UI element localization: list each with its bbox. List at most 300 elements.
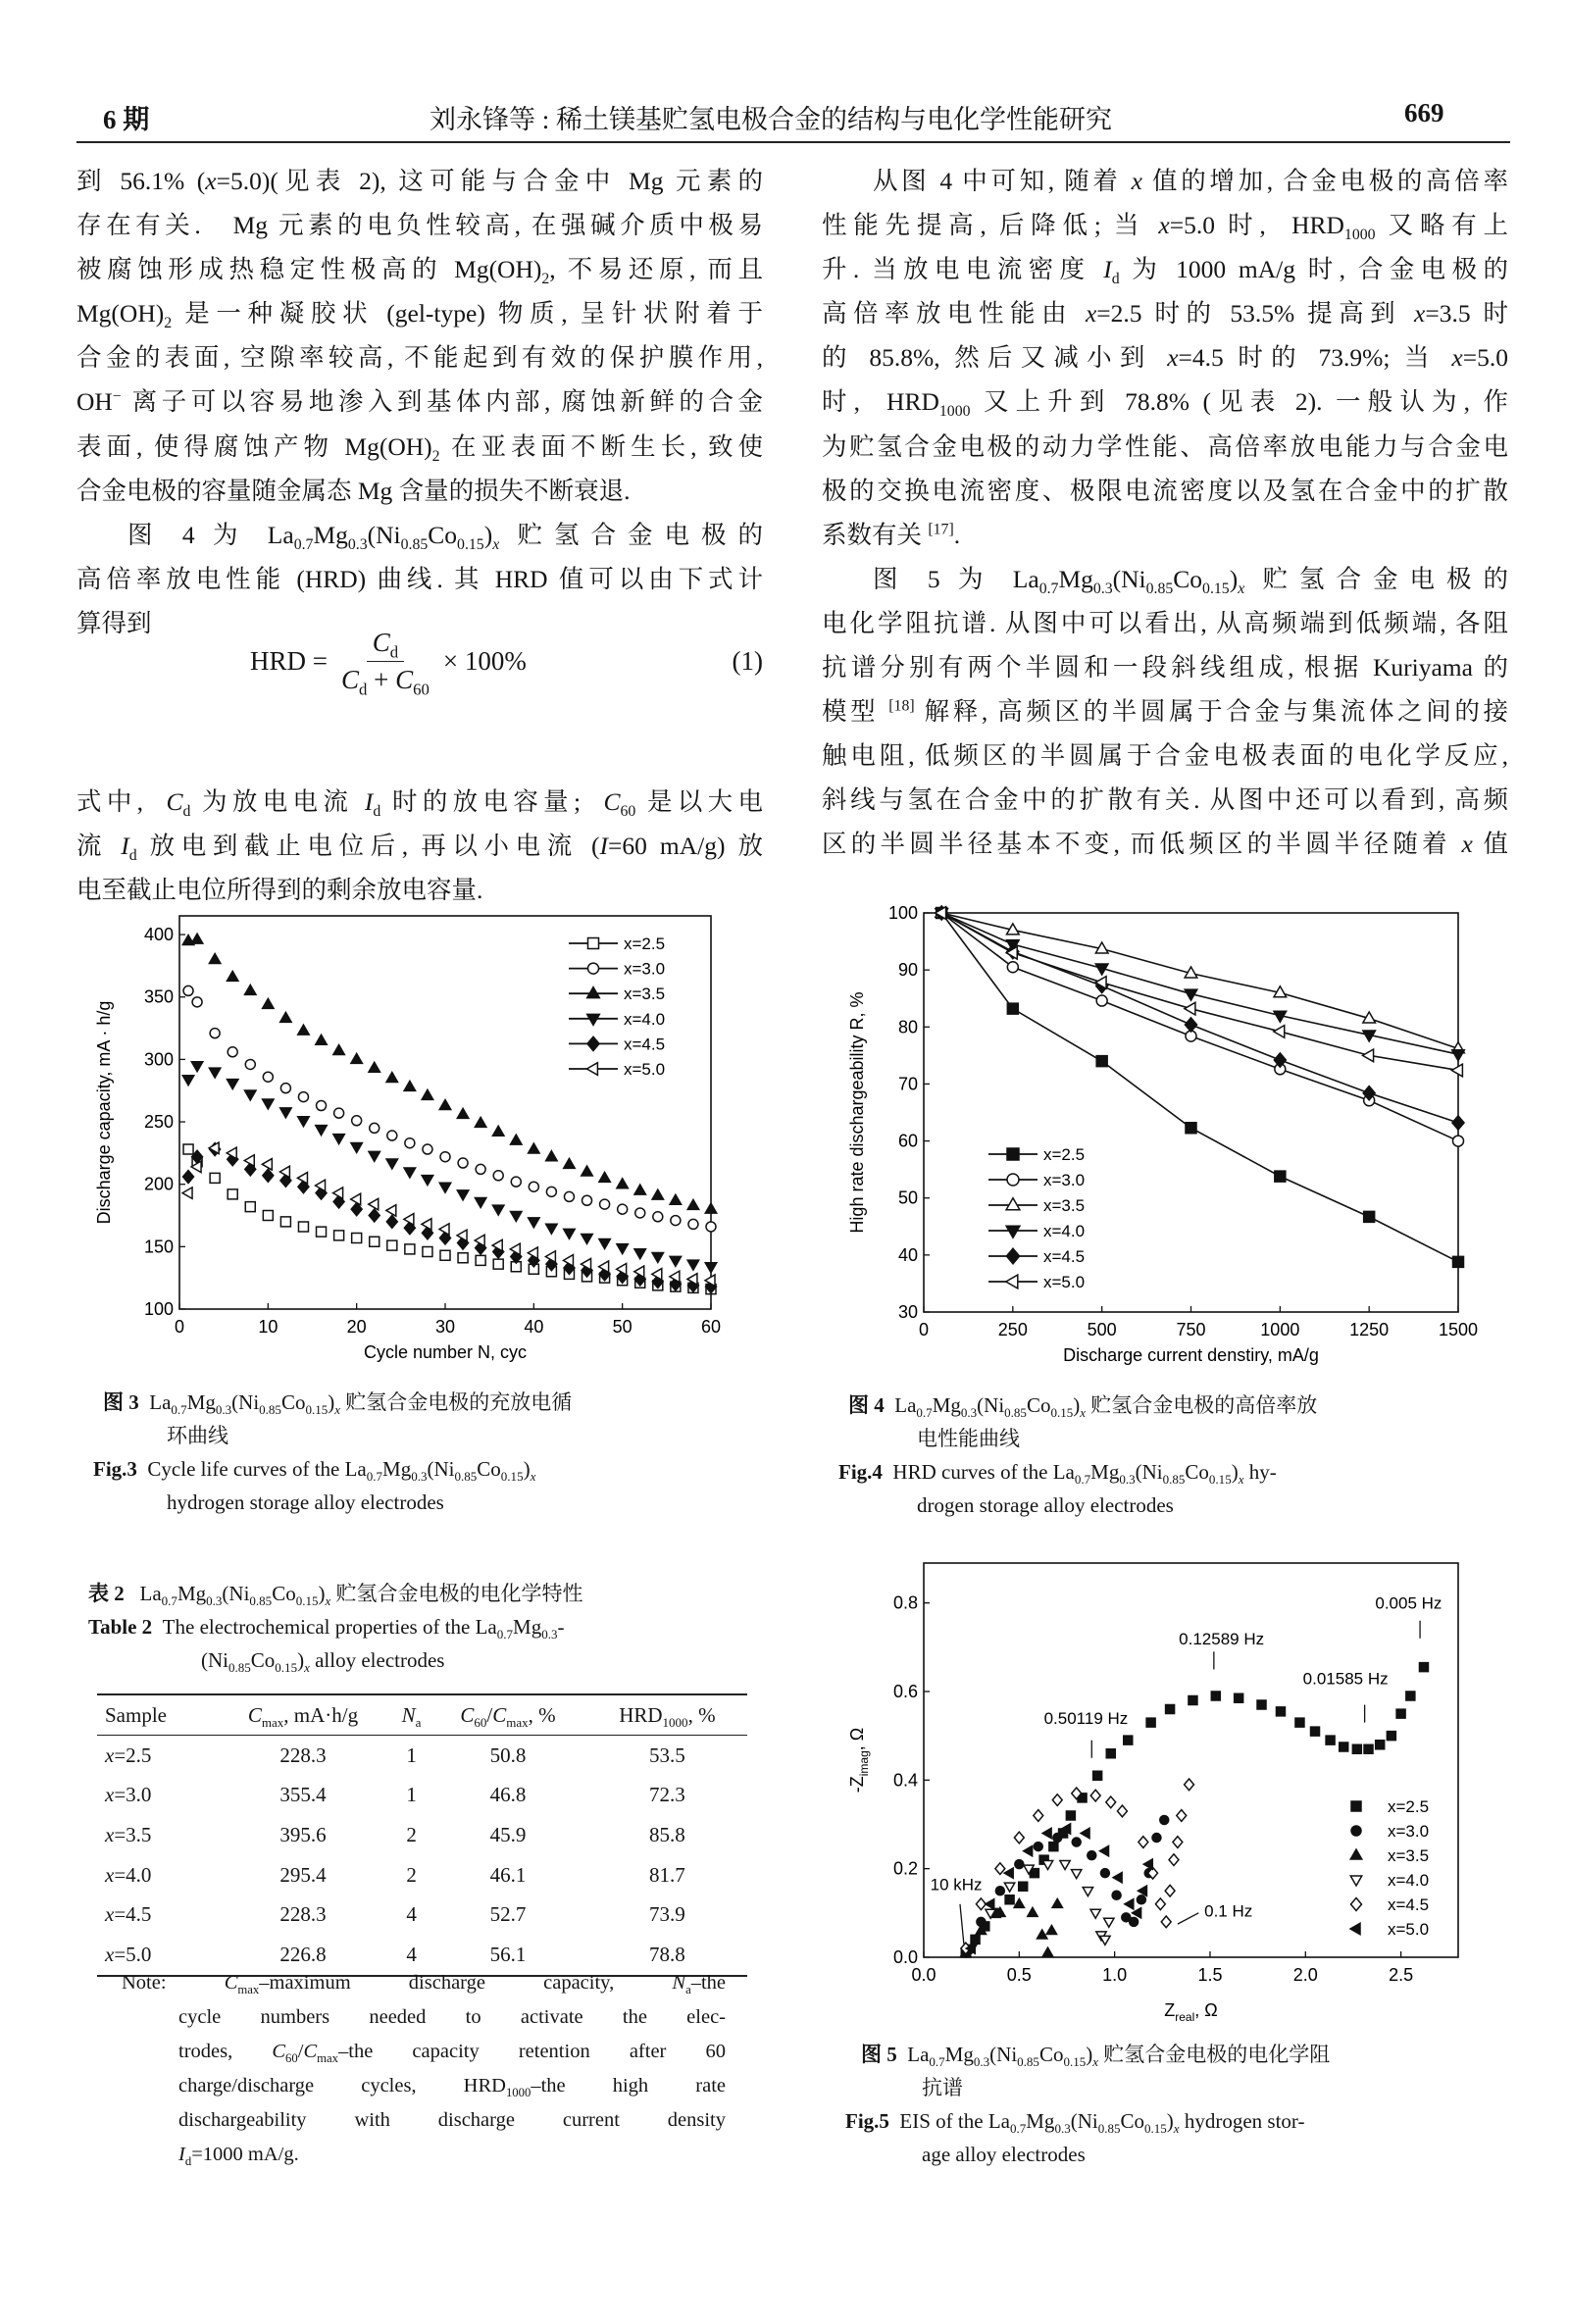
data-point	[263, 1099, 275, 1109]
data-point	[262, 1159, 272, 1171]
data-point	[1113, 1873, 1122, 1883]
x-tick-label: 50	[612, 1317, 633, 1337]
text-line: 合金的表面, 空隙率较高, 不能起到有效的保护膜作用,	[76, 343, 763, 373]
frequency-annotation: 0.01585 Hz	[1302, 1669, 1389, 1689]
text-line: 图 4 为 $La_{0.7}Mg_{0.3}(Ni_{0.85}Co_{0.15})_x$ 贮氢合金电极的	[127, 520, 763, 553]
data-point	[1019, 1882, 1028, 1891]
data-point	[245, 1059, 255, 1069]
table-cell: x=5.0	[105, 1942, 152, 1966]
data-point	[280, 1217, 290, 1227]
data-point	[688, 1219, 698, 1229]
data-point	[317, 1100, 327, 1110]
legend-label: x=2.5	[624, 935, 666, 953]
table-cell: x=3.5	[105, 1822, 152, 1846]
data-point	[280, 1108, 292, 1118]
data-point	[1100, 1869, 1109, 1878]
data-point	[1130, 1917, 1139, 1926]
data-point	[370, 1123, 380, 1133]
data-point	[1166, 1705, 1175, 1714]
data-point	[192, 997, 202, 1007]
data-point	[1185, 1018, 1196, 1032]
data-point	[1014, 1832, 1024, 1844]
table-row	[97, 1815, 747, 1855]
y-tick-label: 0.4	[892, 1770, 918, 1791]
data-point	[369, 1151, 380, 1161]
data-point	[1096, 1056, 1107, 1067]
y-tick-label: 70	[897, 1074, 918, 1094]
x-tick-label: 500	[1087, 1320, 1117, 1339]
data-point	[1004, 1883, 1014, 1892]
data-point	[1363, 1049, 1374, 1062]
data-point	[280, 1084, 290, 1093]
legend-label: x=2.5	[1388, 1797, 1430, 1816]
data-point	[191, 1062, 203, 1072]
data-point	[1004, 1868, 1013, 1878]
data-point	[369, 1062, 380, 1072]
table-cell: 72.3	[649, 1783, 685, 1807]
legend-marker	[586, 1063, 597, 1076]
data-point	[705, 1203, 717, 1213]
table-cell: 81.7	[649, 1862, 685, 1887]
formula-rhs: × 100%	[442, 646, 527, 676]
legend-label: x=5.0	[1388, 1920, 1430, 1939]
data-point	[1165, 1885, 1175, 1896]
legend-marker	[1006, 1198, 1020, 1210]
y-tick-label: 90	[897, 960, 918, 981]
data-point	[457, 1190, 469, 1200]
data-point	[986, 1899, 994, 1909]
data-point	[546, 1151, 558, 1161]
running-title: 刘永锋等 : 稀土镁基贮氢电极合金的结构与电化学性能研究	[430, 105, 1113, 134]
y-tick-label: 0.0	[892, 1947, 918, 1967]
data-point	[617, 1244, 629, 1254]
data-point	[386, 1215, 397, 1228]
data-point	[564, 1191, 574, 1201]
data-point	[228, 1189, 237, 1199]
page-number: 669	[1404, 98, 1444, 127]
x-tick-label: 2.0	[1292, 1965, 1318, 1985]
text-line: 电化学阻抗谱. 从图中可以看出, 从高频端到低频端, 各阻	[822, 608, 1508, 637]
table-cell: 1	[406, 1783, 417, 1807]
table-cell: x=2.5	[105, 1743, 152, 1767]
table-header-cell: Sample	[97, 1694, 212, 1736]
data-point	[600, 1199, 610, 1209]
table-cell: 53.5	[649, 1743, 685, 1767]
y-tick-label: 0.2	[892, 1858, 918, 1879]
data-point	[1038, 1930, 1047, 1939]
data-point	[1007, 962, 1018, 973]
data-point	[298, 1025, 310, 1035]
data-point	[191, 934, 203, 943]
data-point	[1177, 1810, 1187, 1822]
note-line: dischargeability with discharge current density	[178, 2109, 726, 2131]
data-point	[1138, 1886, 1146, 1895]
data-point	[1364, 1744, 1373, 1753]
table-cell: x=4.0	[105, 1862, 152, 1887]
data-point	[1083, 1888, 1092, 1896]
table-2-note	[122, 1966, 726, 2172]
legend-label: x=3.5	[1043, 1196, 1086, 1215]
y-tick-label: 100	[143, 1299, 174, 1319]
frequency-annotation: 0.005 Hz	[1375, 1593, 1442, 1613]
table-cell: 295.4	[279, 1862, 327, 1887]
legend-marker	[1006, 1226, 1020, 1238]
text-line: 合金电极的容量随金属态 Mg 含量的损失不断衰退.	[76, 476, 631, 505]
series-line-x=3.0	[941, 913, 1458, 1141]
fig4-cn-label: 图 4	[848, 1393, 885, 1417]
x-tick-label: 60	[700, 1317, 722, 1337]
data-point	[1052, 1898, 1062, 1907]
fig4-cn-text: $La_{0.7}Mg_{0.3}(Ni_{0.85}Co_{0.15})_x$ 贮氢合金电极的高倍率放	[894, 1393, 1318, 1421]
table-cell: 395.6	[279, 1822, 327, 1846]
data-point	[440, 1250, 450, 1260]
data-point	[546, 1187, 556, 1196]
table-cell: 46.1	[489, 1862, 527, 1887]
table-cell: 78.8	[649, 1942, 685, 1966]
data-point	[1034, 1843, 1042, 1851]
table-cell: x=4.5	[105, 1902, 152, 1927]
data-point	[1311, 1727, 1320, 1736]
data-point	[1034, 1810, 1043, 1822]
data-point	[1053, 1834, 1062, 1843]
legend-marker	[1350, 1923, 1360, 1935]
data-point	[670, 1256, 682, 1266]
data-point	[1185, 1002, 1195, 1015]
text-line: 式中, $C_d$ 为放电电流 $I_d$ 时的放电容量; $C_{60}$ 是以大电	[76, 787, 763, 821]
legend-marker	[1350, 1876, 1362, 1886]
table-header-cell: $HRD_{1000}$, %	[587, 1694, 747, 1736]
data-point	[706, 1222, 716, 1232]
data-point	[599, 1239, 611, 1249]
legend-label: x=3.5	[1388, 1846, 1430, 1865]
legend-marker	[588, 938, 599, 949]
data-point	[1326, 1736, 1335, 1744]
data-point	[1072, 1838, 1081, 1846]
fig3-en-text-2: hydrogen storage alloy electrodes	[167, 1490, 444, 1514]
text-line: 图 5 为 $La_{0.7}Mg_{0.3}(Ni_{0.85}Co_{0.15})_x$ 贮氢合金电极的	[873, 564, 1508, 597]
fig5-en-text: EIS of the $La_{0.7}Mg_{0.3}(Ni_{0.85}Co_{0.15})_x$ hydrogen stor-	[899, 2109, 1305, 2137]
data-point	[422, 1176, 433, 1186]
fig3-en-label: Fig.3	[93, 1457, 137, 1481]
table-2-caption	[88, 1577, 755, 1677]
legend-marker	[1007, 1148, 1019, 1160]
data-point	[492, 1205, 504, 1215]
table-cell: 228.3	[279, 1743, 327, 1767]
legend-label: x=3.5	[624, 985, 666, 1004]
legend-label: x=5.0	[1043, 1273, 1086, 1291]
data-point	[1143, 1859, 1152, 1869]
annotation-arrow	[1178, 1913, 1198, 1924]
data-point	[1364, 1211, 1375, 1222]
data-point	[1112, 1891, 1121, 1899]
table-2	[97, 1693, 747, 1977]
data-point	[652, 1189, 664, 1199]
data-point	[352, 1233, 362, 1242]
x-axis-label: Discharge current denstiry, mA/g	[1063, 1345, 1319, 1365]
data-point	[475, 1117, 486, 1127]
data-point	[423, 1144, 432, 1154]
data-point	[404, 1168, 416, 1178]
data-point	[333, 1135, 345, 1144]
data-point	[1104, 1918, 1114, 1927]
data-point	[1049, 1843, 1058, 1851]
note-line: $I_d=1000$ mA/g.	[178, 2144, 299, 2169]
data-point	[529, 1218, 540, 1228]
legend-marker	[587, 1036, 599, 1050]
data-point	[183, 985, 193, 995]
fig4-en-text: HRD curves of the $La_{0.7}Mg_{0.3}(Ni_{0.85}Co_{0.15})_x$ hy-	[892, 1460, 1277, 1488]
data-point	[352, 1116, 362, 1126]
table-cell: 56.1	[489, 1942, 527, 1966]
fig4-cn-text-2: 电性能曲线	[917, 1427, 1020, 1450]
text-line: 高倍率放电性能 (HRD) 曲线. 其 HRD 值可以由下式计	[76, 564, 763, 593]
data-point	[333, 1044, 345, 1054]
data-point	[458, 1158, 468, 1168]
data-point	[564, 1229, 576, 1238]
text-line: $Mg(OH)_2$ 是一种凝胶状 (gel-type) 物质, 呈针状附着于	[76, 299, 763, 332]
data-point	[209, 954, 221, 964]
data-point	[582, 1195, 592, 1205]
table-row	[97, 1776, 747, 1816]
text-line: 从图 4 中可知, 随着 x 值的增加, 合金电极的高倍率	[873, 167, 1508, 195]
data-point	[1028, 1907, 1038, 1916]
frequency-annotation: 0.12589 Hz	[1179, 1629, 1265, 1648]
data-point	[670, 1194, 682, 1204]
y-tick-label: 400	[143, 925, 174, 945]
y-tick-label: 50	[897, 1187, 918, 1208]
data-point	[671, 1216, 681, 1226]
y-axis-label: Discharge capacity, mA · h/g	[94, 1000, 114, 1225]
data-point	[1257, 1700, 1266, 1709]
data-point	[351, 1053, 363, 1063]
legend-label: x=3.0	[1043, 1171, 1086, 1189]
table-cell: 50.8	[489, 1743, 527, 1767]
x-tick-label: 250	[997, 1320, 1028, 1339]
data-point	[582, 1234, 593, 1243]
data-point	[476, 1164, 485, 1174]
data-point	[1100, 1845, 1109, 1855]
data-point	[1235, 1693, 1243, 1702]
data-point	[351, 1143, 363, 1153]
data-point	[439, 1099, 451, 1109]
note-line: Note: $C_{max}$–maximum discharge capacity, $N_a$–the	[122, 1972, 726, 1997]
legend-marker	[1007, 1174, 1019, 1186]
text-line: 电至截止电位所得到的剩余放电容量.	[76, 876, 483, 905]
data-point	[457, 1108, 469, 1118]
fig4-en-text-2: drogen storage alloy electrodes	[917, 1493, 1174, 1517]
x-tick-label: 0.0	[911, 1965, 936, 1985]
figure-5-caption	[845, 2038, 1508, 2171]
data-point	[209, 1068, 221, 1078]
table2-en-label: Table 2	[88, 1615, 153, 1639]
text-line: 抗谱分别有两个半圆和一段斜线组成, 根据 Kuriyama 的	[822, 653, 1508, 682]
data-point	[995, 1887, 1004, 1895]
data-point	[1007, 1003, 1018, 1014]
x-tick-label: 1000	[1260, 1320, 1300, 1339]
text-line: 斜线与氢在合金中的扩散有关. 从图中还可以看到, 高频	[822, 785, 1508, 815]
data-point	[316, 1035, 328, 1044]
fig3-cn-label: 图 3	[103, 1390, 139, 1414]
data-point	[1452, 1116, 1464, 1130]
data-point	[423, 1246, 432, 1256]
data-point	[263, 998, 275, 1008]
table2-en-text: The electrochemical properties of the $La_{0.7}Mg_{0.3}-$	[162, 1615, 565, 1642]
text-line: 表面, 使得腐蚀产物 $Mg(OH)_2$ 在亚表面不断生长, 致使	[76, 431, 763, 465]
y-axis-label: High rate dischargeability R, %	[847, 991, 867, 1234]
data-point	[529, 1182, 538, 1191]
table-cell: 1	[406, 1743, 417, 1767]
data-point	[317, 1227, 327, 1237]
data-point	[1406, 1692, 1415, 1700]
formula-lhs: HRD =	[250, 646, 328, 676]
y-tick-label: 200	[143, 1174, 174, 1194]
data-point	[564, 1158, 576, 1168]
text-line: 被腐蚀形成热稳定性极高的 $Mg(OH)_2$, 不易还原, 而且	[76, 255, 763, 288]
table-row	[97, 1895, 747, 1935]
series-line-x=4.5	[941, 913, 1458, 1123]
data-point	[316, 1126, 328, 1136]
data-point	[618, 1204, 628, 1214]
data-point	[1275, 1171, 1286, 1182]
right-paragraph	[822, 159, 1508, 867]
equation-number: (1)	[732, 646, 763, 676]
data-point	[1189, 1696, 1197, 1705]
data-point	[404, 1081, 416, 1090]
x-tick-label: 0.5	[1006, 1965, 1032, 1985]
y-tick-label: 80	[897, 1017, 918, 1037]
table-cell: 73.9	[649, 1902, 685, 1927]
data-point	[387, 1240, 397, 1250]
data-point	[492, 1126, 504, 1136]
data-point	[183, 1144, 193, 1154]
data-point	[705, 1263, 717, 1273]
data-point	[369, 1209, 380, 1222]
data-point	[210, 1173, 220, 1183]
data-point	[1152, 1834, 1161, 1843]
data-point	[183, 1171, 194, 1184]
fig3-en-text: Cycle life curves of the $La_{0.7}Mg_{0.3}(Ni_{0.85}Co_{0.15})_x$	[147, 1457, 536, 1485]
data-point	[1396, 1709, 1405, 1718]
data-point	[1169, 1854, 1179, 1866]
formula-denominator: $C_d + C_{60}$	[340, 665, 430, 699]
data-point	[245, 1202, 255, 1212]
data-point	[995, 1863, 1005, 1875]
data-point	[493, 1171, 503, 1181]
legend-label: x=4.5	[1388, 1895, 1430, 1914]
text-line: 极的交换电流密度、极限电流密度以及氢在合金中的扩散	[822, 476, 1508, 505]
note-line: trodes, $C_{60}/C_{max}$–the capacity retention after 60	[178, 2041, 726, 2066]
data-point	[334, 1231, 344, 1240]
data-point	[1106, 1749, 1115, 1758]
y-tick-label: 300	[143, 1049, 174, 1070]
figure-4-caption	[838, 1389, 1505, 1522]
data-point	[475, 1198, 486, 1208]
text-line: 模型 [18] 解释, 高频区的半圆属于合金与集流体之间的接	[822, 697, 1508, 727]
data-point	[634, 1185, 646, 1194]
x-tick-label: 0	[918, 1320, 930, 1339]
data-point	[1185, 1779, 1194, 1791]
data-point	[1186, 1123, 1196, 1134]
data-point	[298, 1092, 308, 1102]
table-cell: x=3.0	[105, 1783, 152, 1807]
data-point	[263, 1211, 273, 1221]
text-line: 高倍率放电性能由 x=2.5 时的 53.5% 提高到 x=3.5 时	[822, 299, 1508, 328]
y-tick-label: 0.6	[892, 1681, 918, 1701]
data-point	[1340, 1743, 1348, 1751]
formula-fraction	[340, 628, 430, 699]
legend-label: x=4.0	[1388, 1871, 1430, 1890]
data-point	[210, 1029, 220, 1038]
data-point	[1453, 1256, 1464, 1267]
text-line: 性能先提高, 后降低; 当 x=5.0 时, $HRD_{1000}$ 又略有上	[822, 211, 1508, 244]
y-axis-label: $-Z_{imag}$, Ω	[847, 1727, 871, 1794]
legend-label: x=4.5	[1043, 1247, 1086, 1266]
text-line: 区的半圆半径基本不变, 而低频区的半圆半径随着 x 值	[822, 830, 1508, 859]
table-cell: 228.3	[279, 1902, 327, 1927]
data-point	[458, 1253, 468, 1263]
figure-3-caption	[93, 1386, 750, 1519]
data-point	[634, 1249, 646, 1259]
table-cell: 4	[406, 1902, 417, 1927]
table-cell: 226.8	[279, 1942, 327, 1966]
table-cell: 4	[406, 1942, 417, 1966]
data-point	[245, 985, 257, 994]
table-row	[97, 1736, 747, 1776]
y-tick-label: 350	[143, 986, 174, 1007]
fig5-cn-label: 图 5	[861, 2043, 897, 2066]
data-point	[1024, 1845, 1033, 1855]
data-point	[511, 1177, 521, 1187]
data-point	[1117, 1805, 1127, 1817]
data-point	[1090, 1790, 1100, 1801]
data-point	[1452, 1050, 1465, 1061]
data-point	[476, 1255, 485, 1265]
table-cell: 45.9	[489, 1822, 527, 1846]
legend-label: x=3.0	[1388, 1822, 1430, 1841]
text-line: 到 56.1% (x=5.0)(见表 2), 这可能与合金中 Mg 元素的	[76, 167, 764, 195]
left-paragraph-a	[76, 159, 763, 645]
data-point	[227, 971, 238, 981]
x-axis-label: Cycle number N, cyc	[363, 1342, 528, 1362]
data-point	[599, 1172, 611, 1182]
y-tick-label: 250	[143, 1112, 174, 1133]
legend-marker	[587, 987, 600, 998]
fig5-cn-text: $La_{0.7}Mg_{0.3}(Ni_{0.85}Co_{0.15})_x$ 贮氢合金电极的电化学阻	[907, 2043, 1331, 2070]
legend-marker	[1351, 1898, 1362, 1911]
data-point	[1042, 1828, 1051, 1838]
data-point	[1046, 1925, 1056, 1934]
data-point	[1453, 1136, 1464, 1146]
figure-5-eis-chart	[843, 1549, 1491, 2030]
table-cell: 2	[406, 1862, 417, 1887]
data-point	[280, 1012, 292, 1022]
data-point	[370, 1237, 380, 1246]
table-header-cell: $C_{max}$, mA·h/g	[212, 1694, 394, 1736]
data-point	[1376, 1741, 1385, 1749]
legend-marker	[1006, 1248, 1019, 1264]
data-point	[1451, 1064, 1462, 1077]
header-rule	[76, 141, 1510, 143]
x-tick-label: 2.5	[1389, 1965, 1414, 1985]
data-point	[386, 1159, 398, 1169]
legend-label: x=4.0	[1043, 1222, 1086, 1240]
data-point	[1088, 1851, 1096, 1860]
data-point	[1124, 1736, 1133, 1744]
data-point	[1139, 1837, 1148, 1848]
x-tick-label: 10	[258, 1317, 278, 1337]
y-tick-label: 150	[143, 1237, 174, 1257]
data-point	[227, 1080, 238, 1089]
